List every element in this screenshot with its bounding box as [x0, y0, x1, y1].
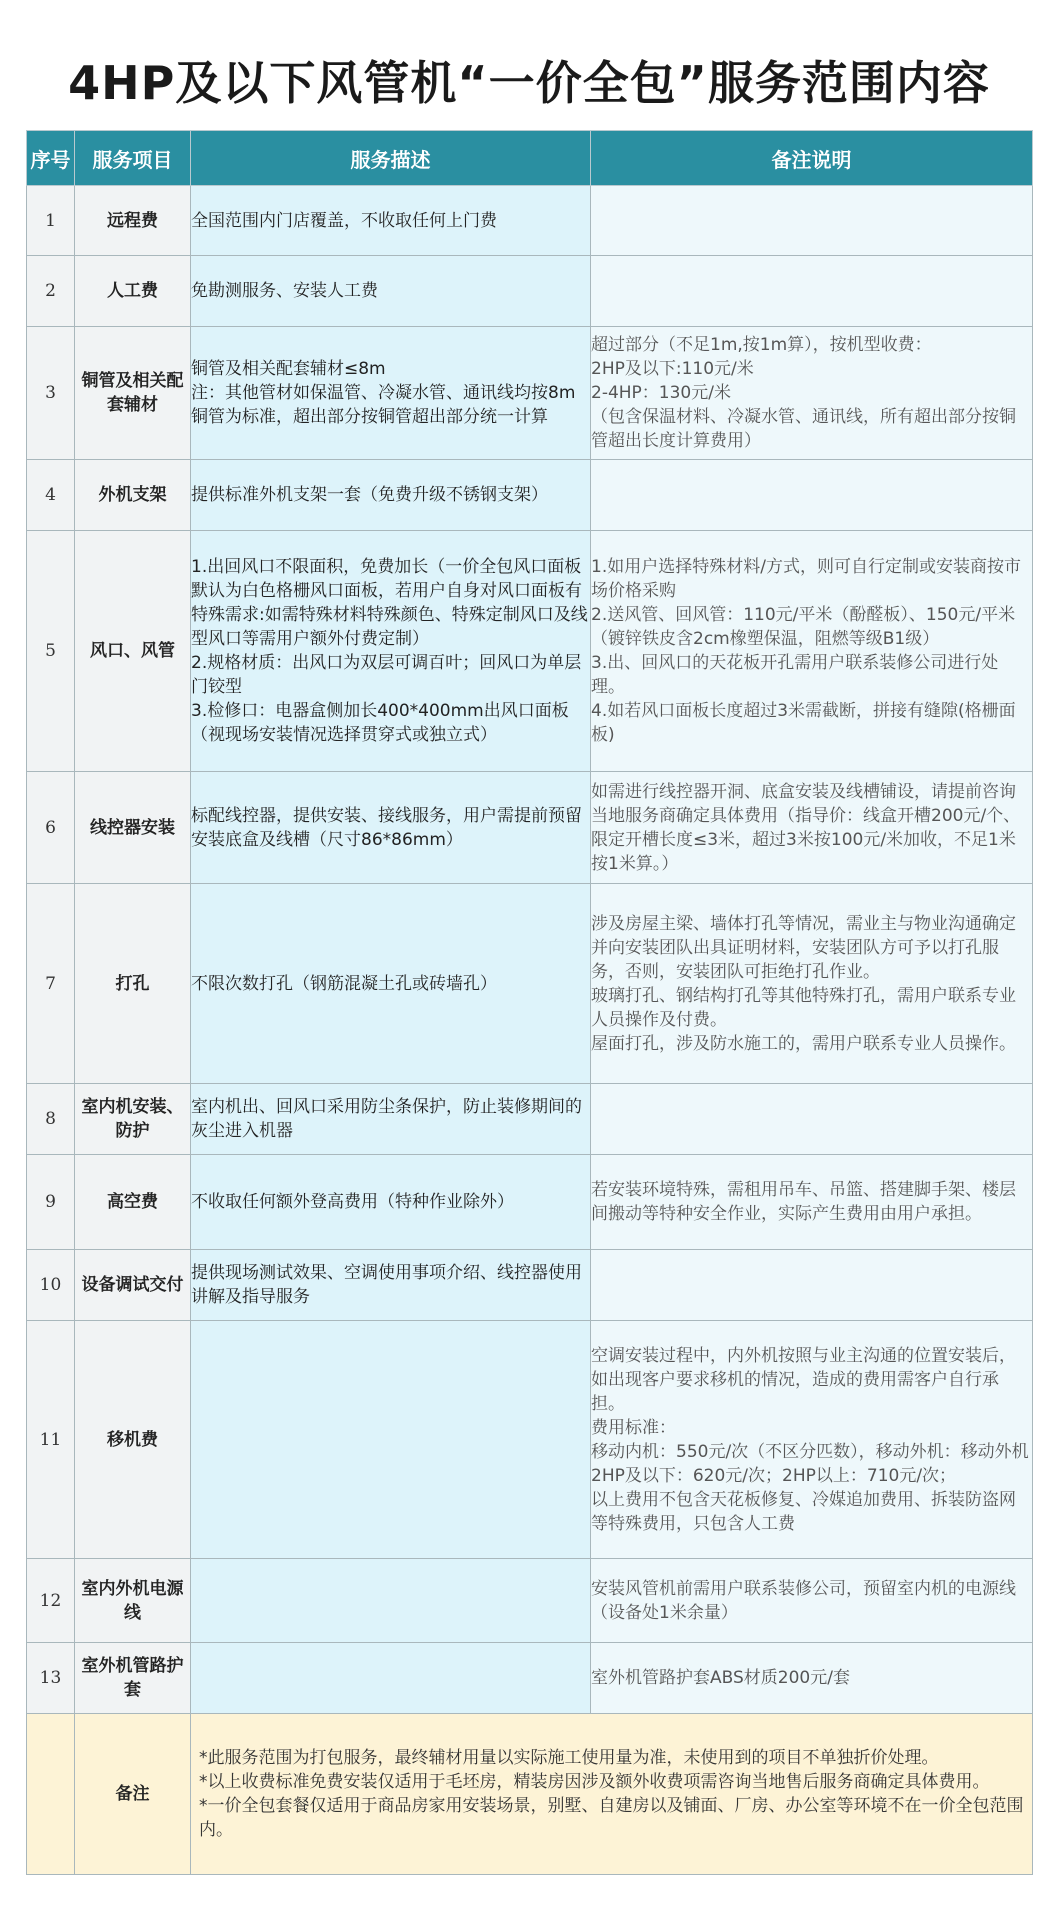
table-row [27, 1155, 1033, 1250]
row-number: 9 [27, 1155, 75, 1250]
table-row [27, 1643, 1033, 1714]
note-line: 屋面打孔，涉及防水施工的，需用户联系专业人员操作。 [591, 1033, 1016, 1054]
service-description [191, 1155, 591, 1250]
table-row [27, 1321, 1033, 1559]
remark-note [591, 460, 1033, 531]
service-item: 风口、风管 [75, 531, 191, 772]
note-line: 如需进行线控器开洞、底盒安装及线槽铺设，请提前咨询当地服务商确定具体费用（指导价：线盒开槽200元/个、限定开槽长度≤3米，超过3米按100元/米加收，不足1米按1米算。） [591, 781, 1021, 874]
description-line: 3.检修口：电器盒侧加长400*400mm出风口面板（视现场安装情况选择贯穿式或独立式） [191, 701, 569, 745]
service-description [191, 460, 591, 531]
note-line: 费用标准： [591, 1417, 676, 1438]
row-number: 4 [27, 460, 75, 531]
service-item: 设备调试交付 [75, 1250, 191, 1321]
note-line: 玻璃打孔、钢结构打孔等其他特殊打孔，需用户联系专业人员操作及付费。 [591, 985, 1016, 1030]
service-description [191, 327, 591, 460]
service-item: 远程费 [75, 186, 191, 256]
header-no: 序号 [27, 131, 75, 186]
description-line: 注：其他管材如保温管、冷凝水管、通讯线均按8m铜管为标准，超出部分按铜管超出部分统一计算 [191, 383, 576, 427]
remark-note [591, 884, 1033, 1084]
table-row [27, 327, 1033, 460]
service-item: 线控器安装 [75, 772, 191, 884]
remark-line: *以上收费标准免费安装仅适用于毛坯房，精装房因涉及额外收费项需咨询当地售后服务商确定具体费用。 [199, 1772, 990, 1792]
description-line: 铜管及相关配套辅材≤8m [191, 359, 386, 379]
table-row [27, 256, 1033, 327]
header-desc: 服务描述 [191, 131, 591, 186]
note-line: 移动内机：550元/次（不区分匹数），移动外机：移动外机2HP及以下：620元/次；2HP以上：710元/次； [591, 1441, 1029, 1486]
table-header-row [27, 131, 1033, 186]
note-line: 4.如若风口面板长度超过3米需截断，拼接有缝隙(格栅面板) [591, 701, 1016, 745]
table-row [27, 186, 1033, 256]
table-row [27, 772, 1033, 884]
service-description [191, 186, 591, 256]
service-item: 室外机管路护套 [75, 1643, 191, 1714]
row-number: 11 [27, 1321, 75, 1559]
table-row [27, 460, 1033, 531]
description-line: 标配线控器，提供安装、接线服务，用户需提前预留安装底盒及线槽（尺寸86*86mm） [191, 805, 582, 850]
remark-label: 备注 [75, 1714, 191, 1875]
service-item: 高空费 [75, 1155, 191, 1250]
remark-note [591, 1084, 1033, 1155]
remark-note [591, 1321, 1033, 1559]
note-line: 2.送风管、回风管：110元/平米（酚醛板）、150元/平米（镀锌铁皮含2cm橡塑保温，阻燃等级B1级） [591, 605, 1016, 649]
description-line: 全国范围内门店覆盖，不收取任何上门费 [191, 210, 497, 231]
row-number: 6 [27, 772, 75, 884]
remark-note [591, 1250, 1033, 1321]
note-line: 安装风管机前需用户联系装修公司，预留室内机的电源线（设备处1米余量） [591, 1578, 1016, 1623]
header-item: 服务项目 [75, 131, 191, 186]
service-item: 铜管及相关配套辅材 [75, 327, 191, 460]
remark-row [27, 1714, 1033, 1875]
remark-content [191, 1714, 1033, 1875]
service-item: 移机费 [75, 1321, 191, 1559]
row-number: 3 [27, 327, 75, 460]
service-description [191, 1559, 591, 1643]
header-note: 备注说明 [591, 131, 1033, 186]
remark-note [591, 1155, 1033, 1250]
description-line: 提供现场测试效果、空调使用事项介绍、线控器使用讲解及指导服务 [191, 1263, 582, 1307]
note-line: 1.如用户选择特殊材料/方式，则可自行定制或安装商按市场价格采购 [591, 557, 1021, 601]
note-line: 3.出、回风口的天花板开孔需用户联系装修公司进行处理。 [591, 653, 999, 697]
remark-note [591, 1559, 1033, 1643]
remark-number-cell [27, 1714, 75, 1875]
row-number: 1 [27, 186, 75, 256]
service-item: 室内机安装、防护 [75, 1084, 191, 1155]
page-title: 4HP及以下风管机“一价全包”服务范围内容 [68, 56, 990, 110]
row-number: 12 [27, 1559, 75, 1643]
service-description [191, 884, 591, 1084]
description-line: 免勘测服务、安装人工费 [191, 281, 378, 301]
service-description [191, 1250, 591, 1321]
remark-note [591, 772, 1033, 884]
service-item: 人工费 [75, 256, 191, 327]
table-row [27, 1250, 1033, 1321]
service-item: 打孔 [75, 884, 191, 1084]
service-table [26, 130, 1033, 1875]
note-line: 若安装环境特殊，需租用吊车、吊篮、搭建脚手架、楼层间搬动等特种安全作业，实际产生费用由用户承担。 [591, 1180, 1016, 1224]
service-description [191, 1321, 591, 1559]
table-row [27, 1559, 1033, 1643]
description-line: 不限次数打孔（钢筋混凝土孔或砖墙孔） [191, 973, 497, 994]
description-line: 1.出回风口不限面积，免费加长（一价全包风口面板默认为白色格栅风口面板，若用户自身对风口面板有特殊需求:如需特殊材料特殊颜色、特殊定制风口及线型风口等需用户额外付费定制） [191, 557, 588, 649]
remark-note [591, 327, 1033, 460]
description-line: 室内机出、回风口采用防尘条保护，防止装修期间的灰尘进入机器 [191, 1097, 582, 1141]
service-description [191, 256, 591, 327]
note-line: （包含保温材料、冷凝水管、通讯线，所有超出部分按铜管超出长度计算费用） [591, 407, 1016, 451]
service-item: 外机支架 [75, 460, 191, 531]
description-line: 2.规格材质：出风口为双层可调百叶；回风口为单层门铰型 [191, 653, 582, 697]
remark-line: *一价全包套餐仅适用于商品房家用安装场景，别墅、自建房以及铺面、厂房、办公室等环境不在一价全包范围内。 [199, 1796, 1024, 1840]
note-line: 2-4HP：130元/米 [591, 383, 731, 403]
table-row [27, 531, 1033, 772]
note-line: 以上费用不包含天花板修复、冷媒追加费用、拆装防盗网等特殊费用，只包含人工费 [591, 1489, 1016, 1534]
table-row [27, 1084, 1033, 1155]
row-number: 13 [27, 1643, 75, 1714]
service-description [191, 531, 591, 772]
remark-line: *此服务范围为打包服务，最终辅材用量以实际施工使用量为准，未使用到的项目不单独折价处理。 [199, 1748, 939, 1768]
note-line: 空调安装过程中，内外机按照与业主沟通的位置安装后，如出现客户要求移机的情况，造成的费用需客户自行承担。 [591, 1345, 1016, 1414]
note-line: 2HP及以下:110元/米 [591, 359, 754, 379]
note-line: 超过部分（不足1m,按1m算），按机型收费： [591, 335, 932, 355]
row-number: 7 [27, 884, 75, 1084]
row-number: 10 [27, 1250, 75, 1321]
description-line: 提供标准外机支架一套（免费升级不锈钢支架） [191, 485, 548, 505]
note-line: 涉及房屋主梁、墙体打孔等情况，需业主与物业沟通确定并向安装团队出具证明材料，安装团队方可予以打孔服务，否则，安装团队可拒绝打孔作业。 [591, 913, 1016, 982]
remark-note [591, 186, 1033, 256]
remark-note [591, 531, 1033, 772]
row-number: 5 [27, 531, 75, 772]
table-row [27, 884, 1033, 1084]
row-number: 8 [27, 1084, 75, 1155]
description-line: 不收取任何额外登高费用（特种作业除外） [191, 1192, 514, 1212]
remark-note [591, 1643, 1033, 1714]
service-description [191, 772, 591, 884]
table-body [27, 186, 1033, 1875]
service-description [191, 1643, 591, 1714]
row-number: 2 [27, 256, 75, 327]
service-description [191, 1084, 591, 1155]
service-item: 室内外机电源线 [75, 1559, 191, 1643]
note-line: 室外机管路护套ABS材质200元/套 [591, 1668, 850, 1688]
remark-note [591, 256, 1033, 327]
